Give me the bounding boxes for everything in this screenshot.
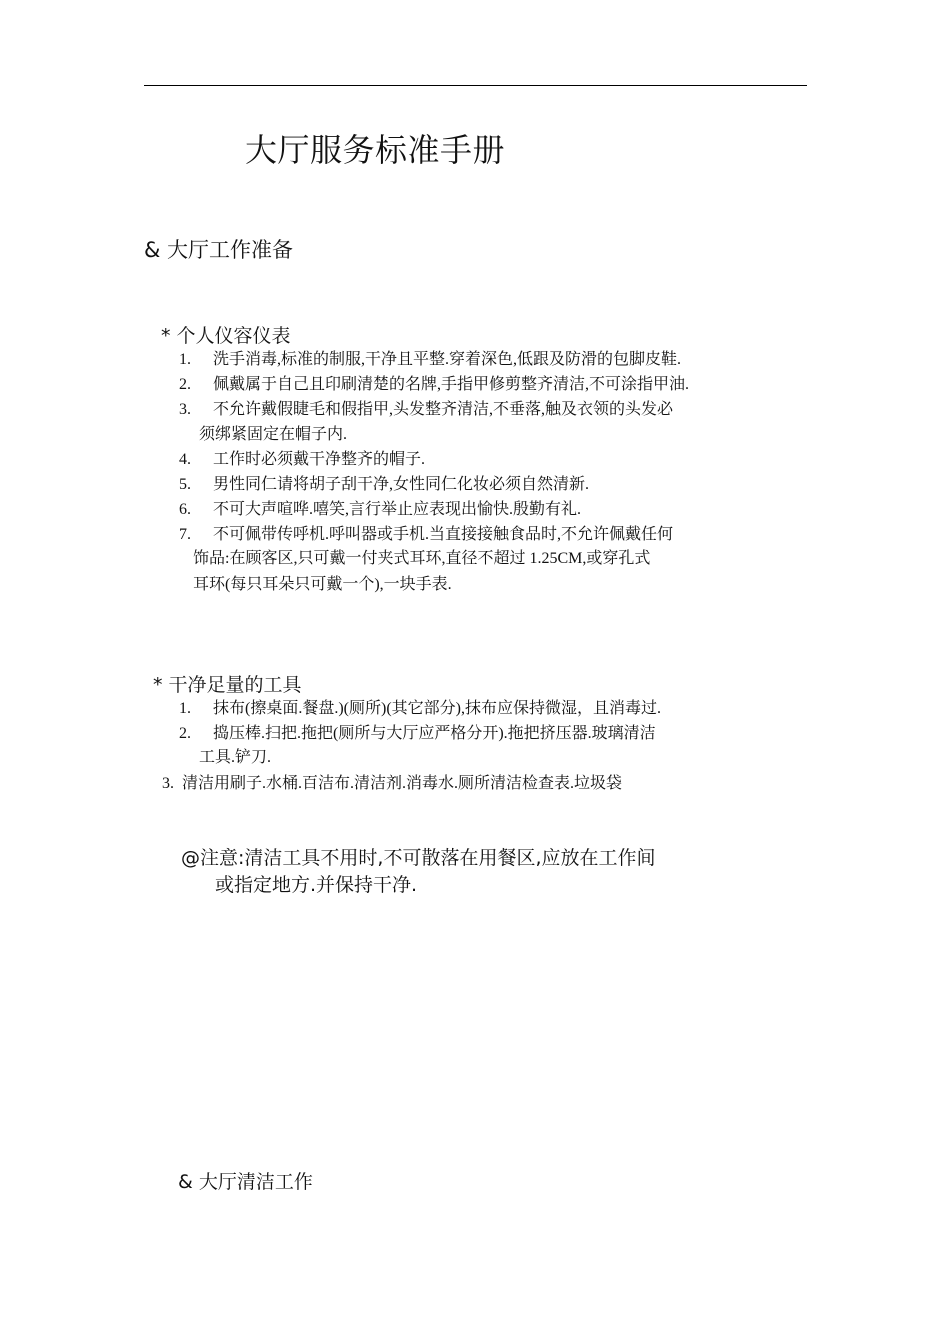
list-item: 3. 清洁用刷子.水桶.百洁布.清洁剂.消毒水.厕所清洁检查表.垃圾袋 — [162, 775, 623, 792]
page-title: 大厅服务标准手册 — [245, 131, 506, 169]
header-rule — [144, 85, 807, 86]
section-heading-cleaning-work: & 大厅清洁工作 — [178, 1171, 313, 1193]
list-item-continuation: 耳环(每只耳朵只可戴一个),一块手表. — [193, 576, 452, 593]
section-heading-preparation: & 大厅工作准备 — [144, 238, 294, 262]
subheading-cleaning-tools: * 干净足量的工具 — [153, 674, 302, 696]
list-item: 2. 捣压棒.扫把.拖把(厕所与大厅应严格分开).拖把挤压器.玻璃清洁 — [179, 725, 656, 742]
list-item: 6. 不可大声喧哗.嘻笑,言行举止应表现出愉快.殷勤有礼. — [179, 501, 582, 518]
list-item-continuation: 须绑紧固定在帽子内. — [199, 426, 348, 443]
note-line: @注意:清洁工具不用时,不可散落在用餐区,应放在工作间 — [181, 847, 656, 869]
list-item: 2. 佩戴属于自己且印刷清楚的名牌,手指甲修剪整齐清洁,不可涂指甲油. — [179, 376, 690, 393]
list-item: 7. 不可佩带传呼机.呼叫器或手机.当直接接触食品时,不允许佩戴任何 — [179, 526, 674, 543]
subheading-personal-appearance: * 个人仪容仪表 — [161, 325, 291, 347]
list-item-continuation: 饰品:在顾客区,只可戴一付夹式耳环,直径不超过 1.25CM,或穿孔式 — [193, 550, 651, 567]
list-item: 3. 不允许戴假睫毛和假指甲,头发整齐清洁,不垂落,触及衣领的头发必 — [179, 401, 674, 418]
list-item: 1. 洗手消毒,标准的制服,干净且平整.穿着深色,低跟及防滑的包脚皮鞋. — [179, 351, 682, 368]
list-item: 4. 工作时必须戴干净整齐的帽子. — [179, 451, 426, 468]
list-item-continuation: 工具.铲刀. — [199, 749, 272, 766]
note-line-continuation: 或指定地方.并保持干净. — [215, 874, 418, 896]
list-item: 1. 抹布(擦桌面.餐盘.)(厕所)(其它部分),抹布应保持微湿，且消毒过. — [179, 700, 661, 717]
list-item: 5. 男性同仁请将胡子刮干净,女性同仁化妆必须自然清新. — [179, 476, 590, 493]
